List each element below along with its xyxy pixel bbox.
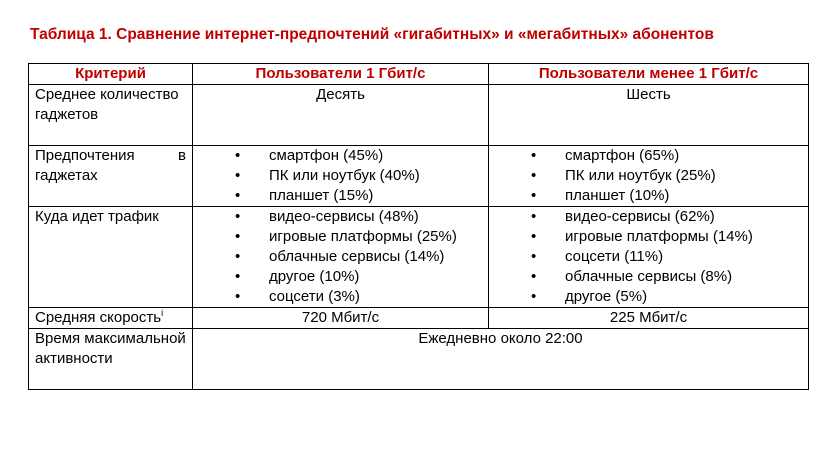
bullet-list	[495, 146, 802, 206]
criterion-gadget-prefs-line2: гаджетах	[35, 167, 98, 184]
criterion-gadget-prefs-word2: в	[178, 147, 186, 164]
list-item: • планшет (10%)	[531, 186, 802, 206]
list-item: • соцсети (3%)	[235, 287, 482, 307]
bullet-list	[199, 207, 482, 307]
footnote-marker: i	[161, 308, 164, 318]
table-row	[29, 207, 809, 308]
bullet-list	[495, 207, 802, 307]
list-item: • видео-сервисы (62%)	[531, 207, 802, 227]
criterion-cell	[29, 146, 193, 207]
list-item: • видео-сервисы (48%)	[235, 207, 482, 227]
gigabit-speed: 720 Мбит/с	[193, 308, 489, 329]
criterion-cell	[29, 308, 193, 329]
list-item: • другое (10%)	[235, 267, 482, 287]
criterion-cell	[29, 85, 193, 146]
table-row	[29, 85, 809, 146]
criterion-gadget-prefs-line1	[35, 146, 186, 166]
criterion-peak-time: Время максимальной активности	[35, 330, 186, 367]
criterion-traffic: Куда идет трафик	[35, 208, 159, 225]
gigabit-gadget-prefs	[193, 146, 489, 207]
list-item: • соцсети (11%)	[531, 247, 802, 267]
peak-time-value: Ежедневно около 22:00	[193, 329, 809, 390]
list-item: • ПК или ноутбук (25%)	[531, 166, 802, 186]
megabit-traffic	[489, 207, 809, 308]
criterion-cell	[29, 207, 193, 308]
table-caption: Таблица 1. Сравнение интернет-предпочтений «гигабитных» и «мегабитных» абонентов	[30, 26, 714, 43]
table-row	[29, 329, 809, 390]
bullet-list	[199, 146, 482, 206]
gigabit-traffic	[193, 207, 489, 308]
criterion-cell	[29, 329, 193, 390]
criterion-speed: Средняя скорость	[35, 309, 162, 326]
header-criterion: Критерий	[29, 64, 193, 85]
header-gigabit-users: Пользователи 1 Гбит/с	[193, 64, 489, 85]
table-header-row	[29, 64, 809, 85]
list-item: • другое (5%)	[531, 287, 802, 307]
list-item: • смартфон (45%)	[235, 146, 482, 166]
list-item: • игровые платформы (25%)	[235, 227, 482, 247]
list-item: • облачные сервисы (14%)	[235, 247, 482, 267]
list-item: • ПК или ноутбук (40%)	[235, 166, 482, 186]
list-item: • планшет (15%)	[235, 186, 482, 206]
table-row	[29, 146, 809, 207]
megabit-gadgets-count: Шесть	[489, 85, 809, 146]
megabit-speed: 225 Мбит/с	[489, 308, 809, 329]
gigabit-gadgets-count: Десять	[193, 85, 489, 146]
list-item: • игровые платформы (14%)	[531, 227, 802, 247]
comparison-table	[28, 63, 809, 390]
header-megabit-users: Пользователи менее 1 Гбит/с	[489, 64, 809, 85]
criterion-gadget-prefs-word1: Предпочтения	[35, 147, 135, 164]
table-row	[29, 308, 809, 329]
list-item: • облачные сервисы (8%)	[531, 267, 802, 287]
megabit-gadget-prefs	[489, 146, 809, 207]
list-item: • смартфон (65%)	[531, 146, 802, 166]
criterion-gadgets-count: Среднее количество гаджетов	[35, 86, 179, 123]
